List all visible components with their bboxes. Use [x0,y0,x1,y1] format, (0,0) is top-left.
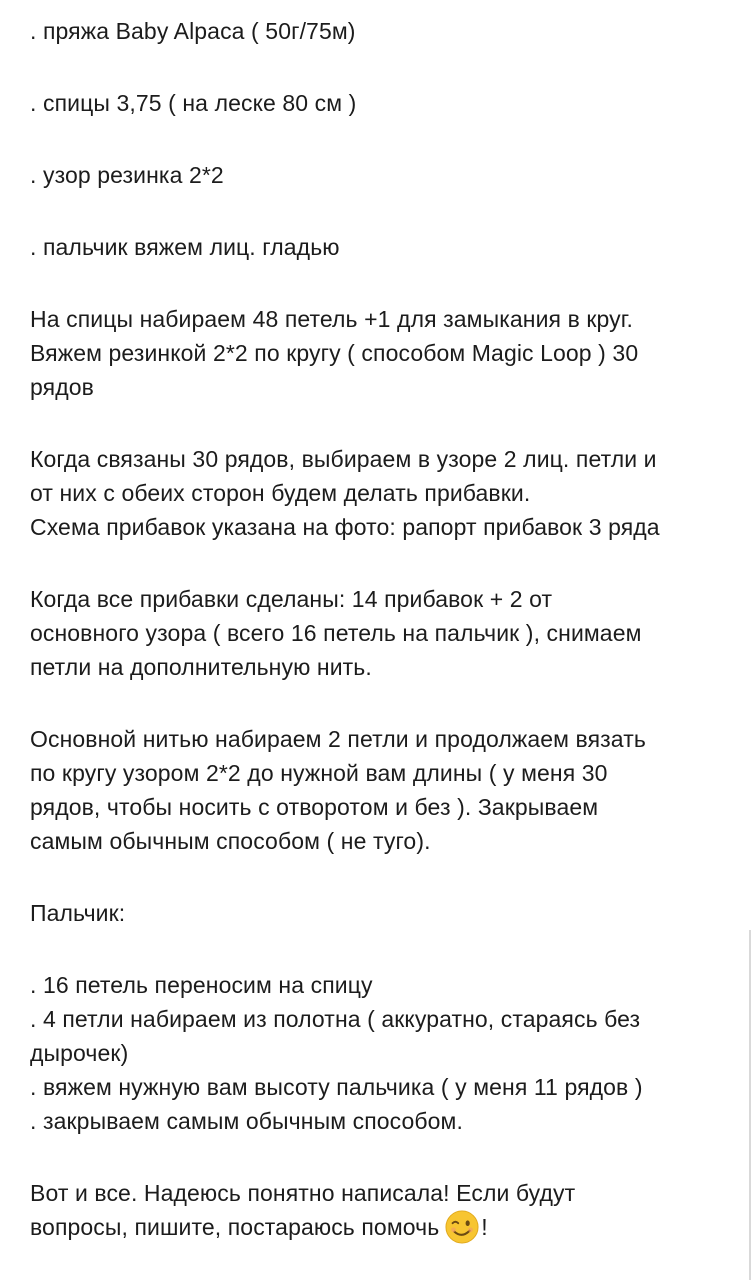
closing-line-with-emoji: вопросы, пишите, постараюсь помочь ! [30,1210,730,1244]
finger-title: Пальчик: [30,900,126,926]
material-yarn: . пряжа Baby Alpaca ( 50г/75м) [30,18,356,44]
finger-steps: . 16 петель переносим на спицу . 4 петли набираем из полотна ( аккуратно, стараясь без дырочек) . вяжем нужную вам высоту пальчика ( у меня 11 рядов ) . закрываем самым обычным способом. [30,972,643,1134]
paragraph-cast-on: На спицы набираем 48 петель +1 для замыкания в круг. Вяжем резинкой 2*2 по кругу ( способом Magic Loop ) 30 рядов [30,306,639,400]
paragraph-increases: Когда связаны 30 рядов, выбираем в узоре 2 лиц. петли и от них с обеих сторон будем делать прибавки. Схема прибавок указана на фото: рапорт прибавок 3 ряда [30,446,660,540]
closing-paragraph: Вот и все. Надеюсь понятно написала! Если будут вопросы, пишите, постараюсь помочь ! [30,1176,730,1244]
paragraph-increases-done: Когда все прибавки сделаны: 14 прибавок + 2 от основного узора ( всего 16 петель на пальчик ), снимаем петли на дополнительную нить. [30,586,642,680]
material-pattern: . узор резинка 2*2 [30,162,224,188]
material-needles: . спицы 3,75 ( на леске 80 см ) [30,90,357,116]
winking-face-icon [445,1210,479,1244]
message-text [30,14,730,1282]
paragraph-main-yarn: Основной нитью набираем 2 петли и продолжаем вязать по кругу узором 2*2 до нужной вам длины ( у меня 30 рядов, чтобы носить с отворотом и без ). Закрываем самым обычным способом ( не туго). [30,726,646,854]
material-finger: . пальчик вяжем лиц. гладью [30,234,340,260]
